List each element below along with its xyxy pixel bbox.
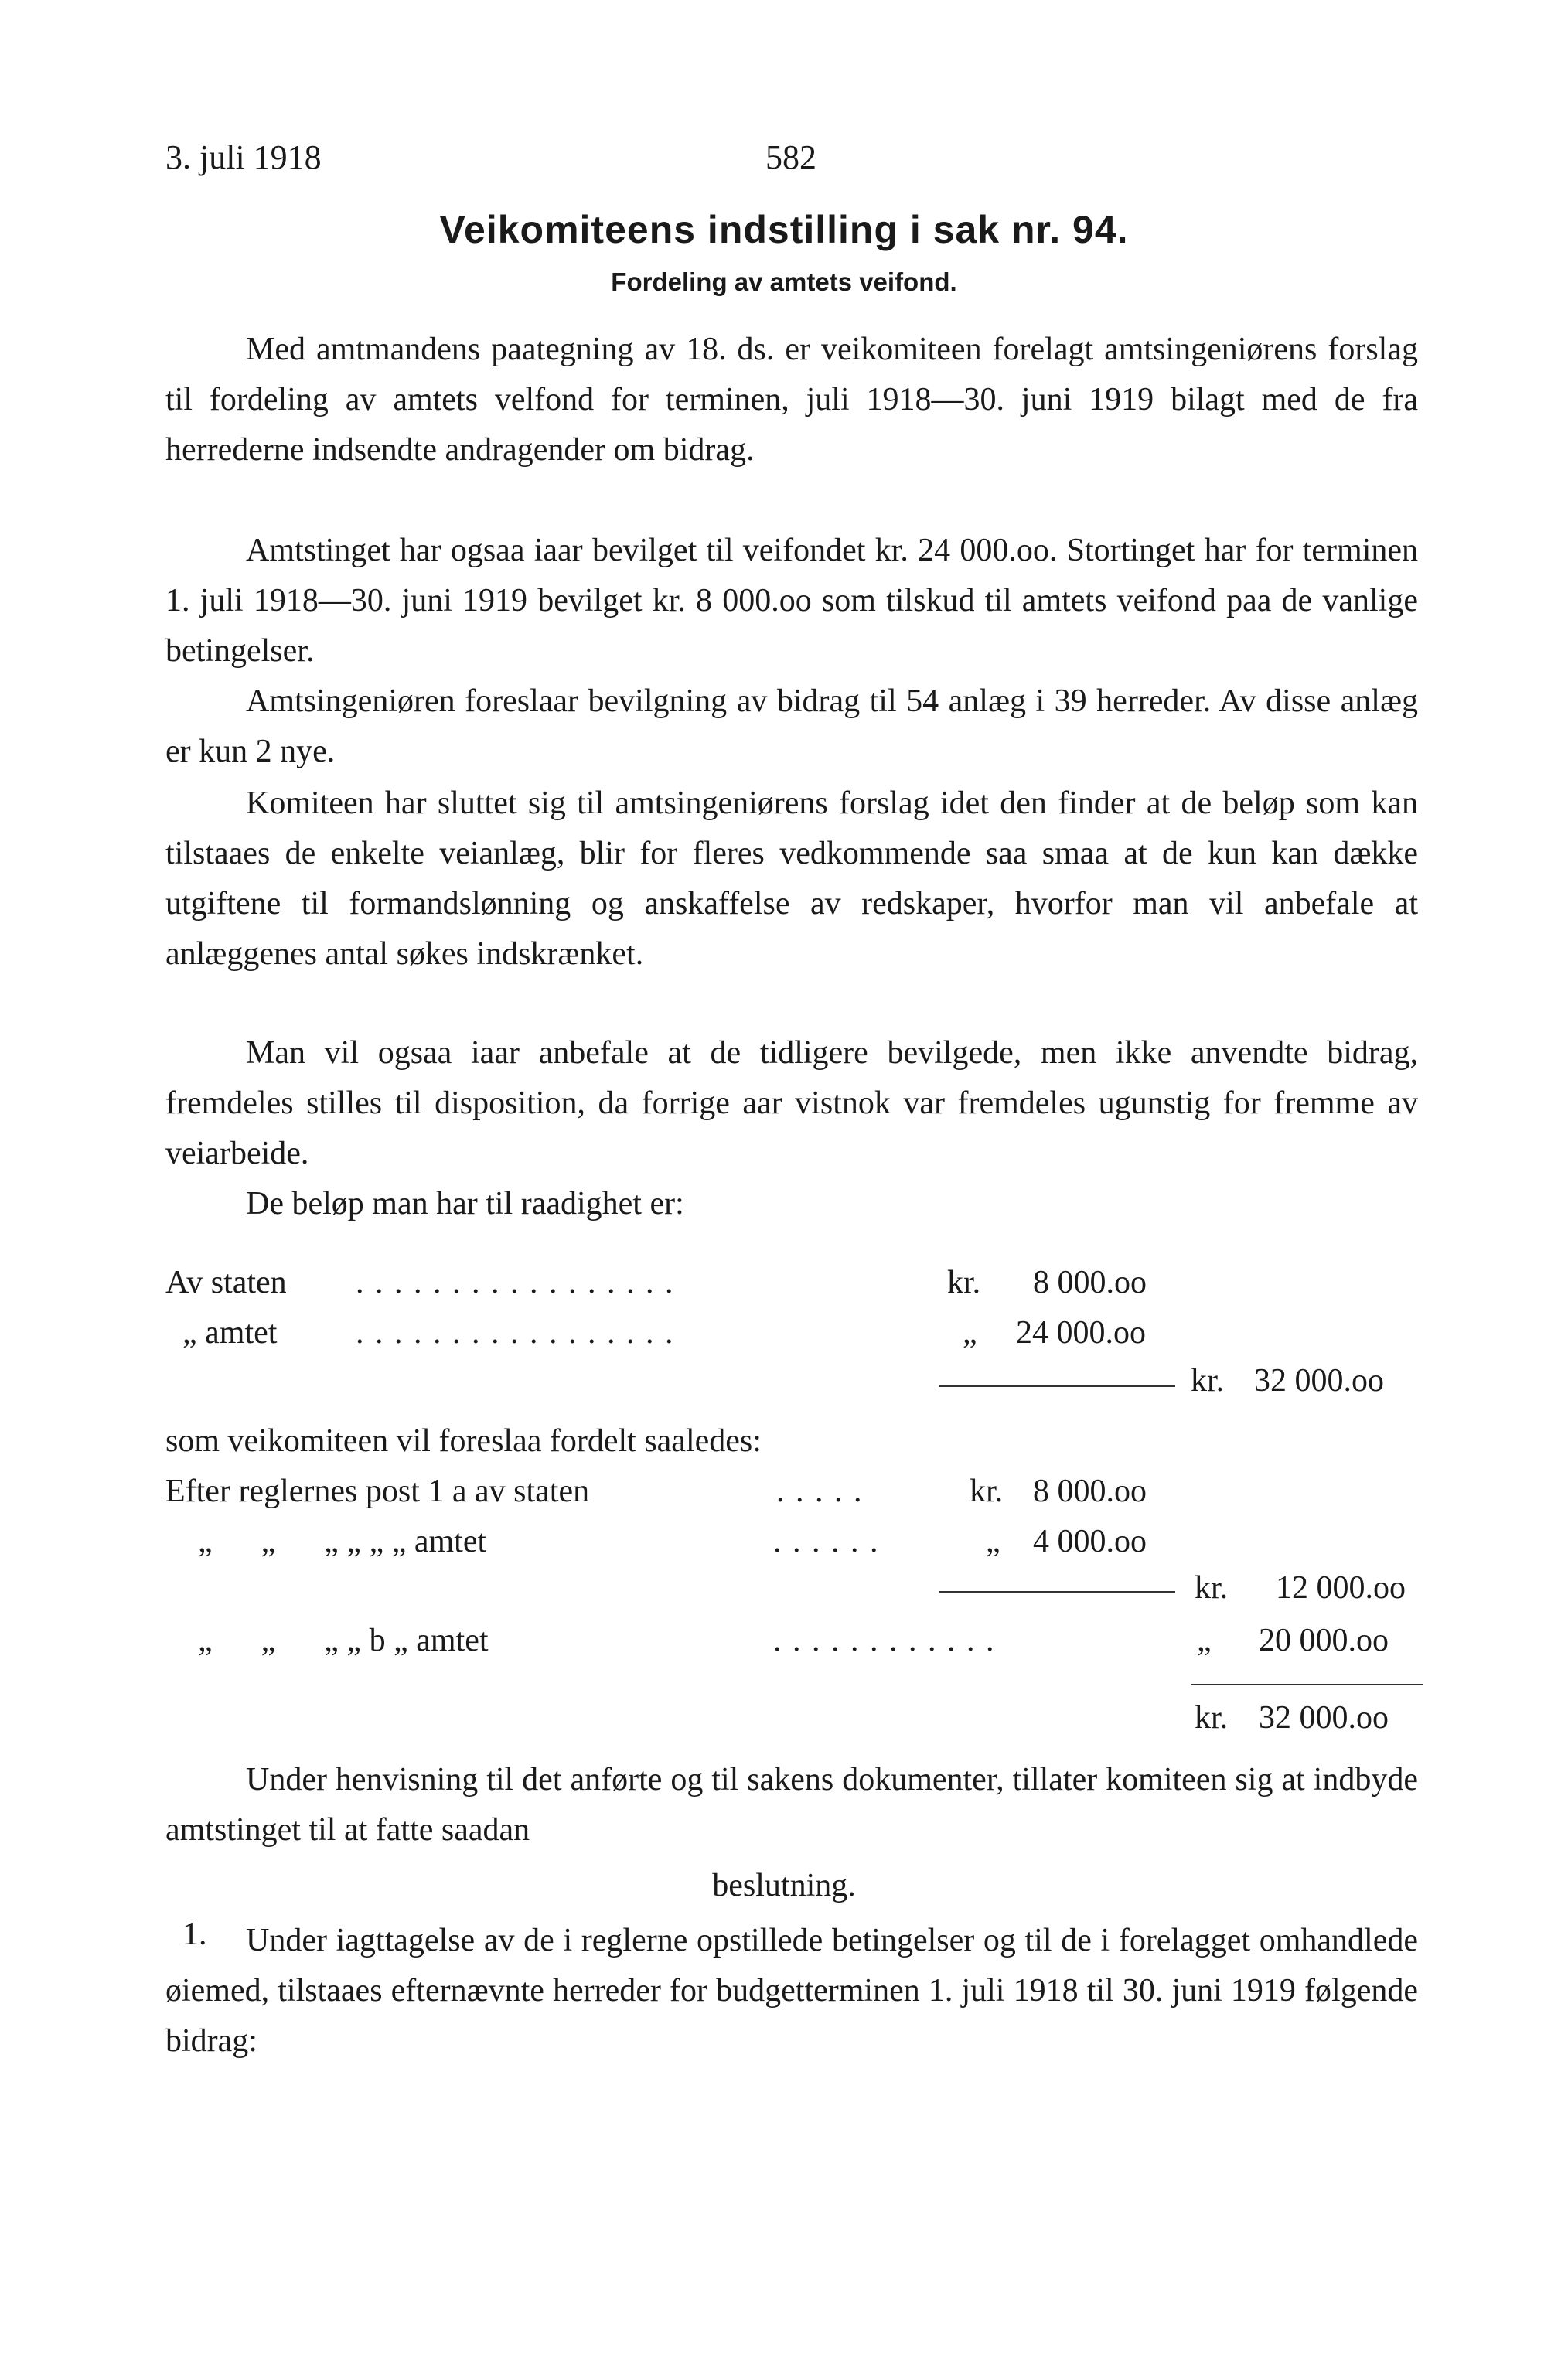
dist-label-2: „ „ „ „ „ „ amtet (198, 1524, 487, 1559)
document-subtitle: Fordeling av amtets veifond. (611, 267, 957, 296)
funds-cur-amt: „ (963, 1315, 977, 1351)
dist-subtotal-rule (939, 1591, 1175, 1593)
page-number: 582 (765, 138, 816, 176)
paragraph-6: De beløp man har til raadighet er: (246, 1186, 684, 1222)
dist-amount-1: 8 000.oo (1033, 1474, 1147, 1509)
header-date: 3. juli 1918 (165, 138, 322, 176)
dist-label-1: Efter reglernes post 1 a av staten (165, 1474, 590, 1509)
funds-rule (939, 1385, 1175, 1387)
dist-dots-3: . . . . . . . . . . . . (773, 1623, 996, 1658)
dist-cur-2: „ (986, 1524, 1000, 1559)
funds-cur-state: kr. (947, 1265, 981, 1300)
paragraph-1: Med amtmandens paategning av 18. ds. er veikomiteen forelagt amtsingeniørens forslag til fordeling av amtets velfond for terminen, juli 1918—30. juni 1919 bilagt med de fra herrederne indsendte andragender om bidrag. (165, 332, 1418, 468)
dist-dots-2: . . . . . . (773, 1524, 880, 1559)
dist-total-rule (1191, 1684, 1423, 1685)
closing-paragraph: Under henvisning til det anførte og til sakens dokumenter, tillater komiteen sig at indbyde amtstinget til at fatte saadan (165, 1762, 1418, 1848)
dist-label-3: „ „ „ „ b „ amtet (198, 1623, 489, 1658)
dist-subtotal-amount: 12 000.oo (1276, 1570, 1406, 1606)
dist-amount-2: 4 000.oo (1033, 1524, 1147, 1559)
resolution-heading: beslutning. (712, 1868, 856, 1903)
funds-label-state: Av staten (165, 1265, 287, 1300)
dist-cur-3: „ (1197, 1623, 1212, 1658)
dist-subtotal-cur: kr. (1195, 1570, 1229, 1606)
dist-dots-1: . . . . . (776, 1474, 864, 1509)
dist-total-amount: 32 000.oo (1259, 1700, 1389, 1736)
resolution-item-text: Under iagttagelse av de i reglerne opstillede betingelser og til de i forelagget omhandlede øiemed, tilstaaes efternævnte herreder for budgetterminen 1. juli 1918 til 30. juni 1919 følgende bidrag: (165, 1923, 1418, 2059)
funds-amount-amt: 24 000.oo (1016, 1315, 1146, 1351)
funds-amount-state: 8 000.oo (1033, 1265, 1147, 1300)
paragraph-2: Amtstinget har ogsaa iaar bevilget til veifondet kr. 24 000.oo. Stortinget har for terminen 1. juli 1918—30. juni 1919 bevilget kr. 8 000.oo som tilskud til amtets veifond paa de vanlige betingelser. (165, 533, 1418, 669)
paragraph-4: Komiteen har sluttet sig til amtsingeniørens forslag idet den finder at de beløp som kan tilstaaes de enkelte veianlæg, blir for fleres vedkommende saa smaa at de kun kan dække utgiftene til formandslønning og anskaffelse av redskaper, hvorfor man vil anbefale at anlæggenes antal søkes indskrænket. (165, 785, 1418, 972)
distribution-intro: som veikomiteen vil foreslaa fordelt saaledes: (165, 1423, 762, 1459)
paragraph-5: Man vil ogsaa iaar anbefale at de tidligere bevilgede, men ikke anvendte bidrag, fremdeles stilles til disposition, da forrige aar vistnok var fremdeles ugunstig for fremme av veiarbeide. (165, 1035, 1418, 1171)
dist-cur-1: kr. (970, 1474, 1004, 1509)
funds-dots-state: . . . . . . . . . . . . . . . . . (356, 1265, 675, 1300)
funds-total-amount: 32 000.oo (1254, 1363, 1384, 1399)
dist-total-cur: kr. (1195, 1700, 1229, 1736)
resolution-item-number: 1. (182, 1917, 207, 1952)
funds-total-cur: kr. (1191, 1363, 1225, 1399)
paragraph-3: Amtsingeniøren foreslaar bevilgning av bidrag til 54 anlæg i 39 herreder. Av disse anlæg er kun 2 nye. (165, 683, 1418, 769)
funds-label-amt: „ amtet (182, 1315, 278, 1351)
dist-amount-3: 20 000.oo (1259, 1623, 1389, 1658)
document-title: Veikomiteens indstilling i sak nr. 94. (439, 208, 1129, 251)
funds-dots-amt: . . . . . . . . . . . . . . . . . (356, 1315, 675, 1351)
